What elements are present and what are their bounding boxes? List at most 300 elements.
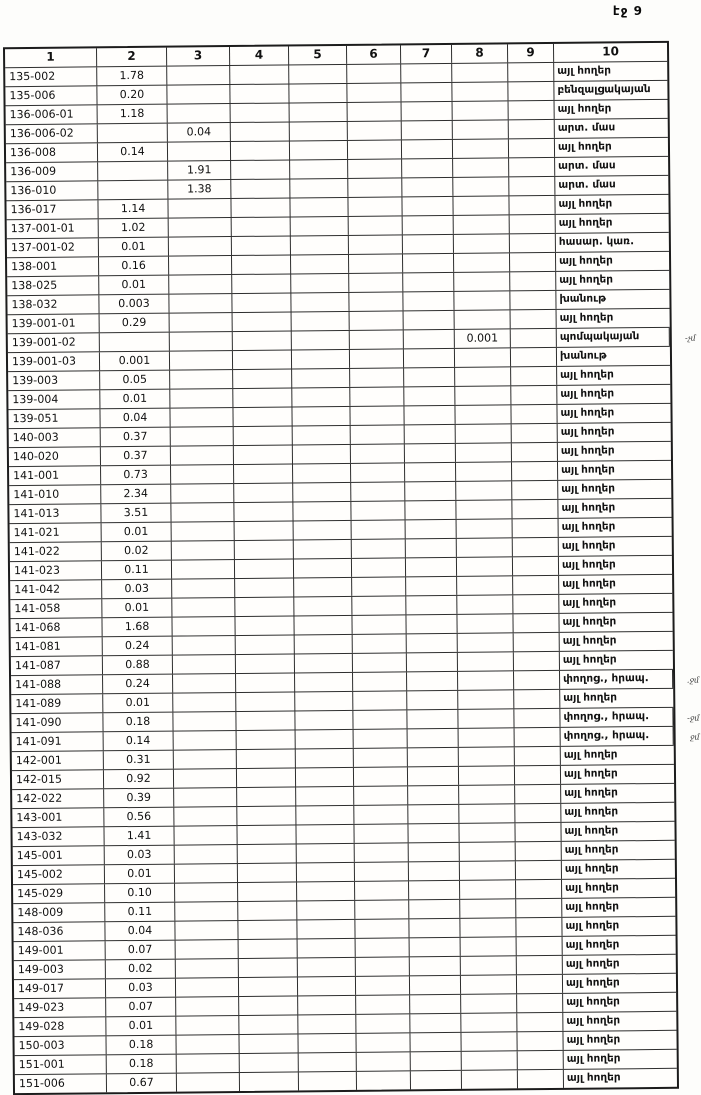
cell-area-2: 0.18 <box>106 1036 176 1055</box>
cell-area-8 <box>461 937 517 956</box>
cell-9 <box>513 576 559 594</box>
cell-land-use: այլ հողեր <box>566 1014 621 1027</box>
cell-9 <box>512 500 558 518</box>
cell-area-2: 0.003 <box>99 295 169 314</box>
handwritten-note: -չմ <box>684 333 696 343</box>
cell-land-use: այլ հողեր <box>560 425 615 438</box>
cell-6 <box>348 178 402 197</box>
cell-6 <box>354 748 408 767</box>
cell-7 <box>402 178 453 196</box>
cell-5 <box>291 255 349 274</box>
cell-area-3 <box>169 237 232 256</box>
cell-parcel-code: 150-003 <box>14 1036 106 1055</box>
cell-5 <box>294 540 352 559</box>
cell-7 <box>410 976 461 994</box>
parcel-table <box>3 41 700 1095</box>
cell-5 <box>294 616 352 635</box>
cell-5 <box>291 274 349 293</box>
cell-area-8 <box>453 196 509 215</box>
cell-area-3 <box>172 598 235 617</box>
cell-4 <box>238 844 297 863</box>
cell-land-use: խանութ <box>559 349 607 362</box>
cell-area-3 <box>175 921 238 940</box>
cell-9 <box>509 101 555 119</box>
cell-9 <box>509 177 555 195</box>
cell-area-3: 1.38 <box>168 180 231 199</box>
cell-4 <box>238 863 297 882</box>
cell-6 <box>348 102 402 121</box>
cell-area-3 <box>168 142 231 161</box>
cell-6 <box>347 83 401 102</box>
cell-land-use: այլ հողեր <box>564 862 619 875</box>
cell-area-3 <box>169 256 232 275</box>
cell-area-8 <box>455 386 511 405</box>
cell-9 <box>515 823 561 841</box>
cell-7 <box>402 121 453 139</box>
cell-4 <box>230 65 289 84</box>
cell-6 <box>356 938 410 957</box>
cell-4 <box>239 977 298 996</box>
cell-7 <box>405 463 456 481</box>
cell-area-8 <box>458 690 514 709</box>
cell-area-2: 0.24 <box>103 637 173 656</box>
cell-4 <box>232 255 291 274</box>
cell-area-3: 0.04 <box>168 123 231 142</box>
cell-area-2: 0.01 <box>99 276 169 295</box>
cell-7 <box>407 710 458 728</box>
cell-area-3 <box>172 522 235 541</box>
cell-land-use: փողոց., հրապ. <box>561 727 674 746</box>
cell-6 <box>352 615 406 634</box>
cell-7 <box>404 349 455 367</box>
cell-land-use: այլ հողեր <box>560 406 615 419</box>
cell-land-use: փողոց., հրապ. <box>560 708 673 727</box>
cell-area-2: 0.37 <box>101 447 171 466</box>
cell-5 <box>292 350 350 369</box>
cell-area-8 <box>459 766 515 785</box>
cell-6 <box>349 273 403 292</box>
cell-area-3 <box>167 66 230 85</box>
cell-4 <box>233 312 292 331</box>
cell-5 <box>293 483 351 502</box>
cell-4 <box>237 806 296 825</box>
cell-4 <box>231 160 290 179</box>
cell-area-2: 1.14 <box>98 200 168 219</box>
cell-5 <box>293 445 351 464</box>
cell-9 <box>514 633 560 651</box>
cell-5 <box>298 996 356 1015</box>
cell-9 <box>516 842 562 860</box>
cell-9 <box>509 120 555 138</box>
cell-5 <box>297 844 355 863</box>
cell-land-use: բենզալցակայան <box>557 83 651 96</box>
cell-7 <box>402 140 453 158</box>
cell-area-2: 0.88 <box>103 656 173 675</box>
cell-parcel-code: 141-023 <box>10 561 102 580</box>
cell-area-2: 3.51 <box>101 504 171 523</box>
cell-area-2 <box>98 124 168 143</box>
cell-4 <box>235 521 294 540</box>
cell-4 <box>237 730 296 749</box>
cell-9 <box>513 538 559 556</box>
cell-land-use: այլ հողեր <box>565 881 619 894</box>
cell-area-8 <box>461 994 517 1013</box>
cell-area-3 <box>171 503 234 522</box>
cell-5 <box>297 901 355 920</box>
cell-9 <box>516 880 562 898</box>
cell-4 <box>240 1072 299 1091</box>
cell-7 <box>408 824 459 842</box>
cell-5 <box>293 502 351 521</box>
cell-area-8 <box>459 785 515 804</box>
cell-area-8 <box>461 956 517 975</box>
cell-area-2: 0.11 <box>105 903 175 922</box>
cell-land-use: այլ հողեր <box>562 577 616 590</box>
cell-9 <box>513 614 559 632</box>
cell-area-8 <box>452 82 508 101</box>
cell-7 <box>403 254 454 272</box>
cell-4 <box>234 502 293 521</box>
cell-area-8 <box>457 614 513 633</box>
cell-area-2: 0.02 <box>102 542 172 561</box>
cell-6 <box>356 1014 410 1033</box>
cell-area-3 <box>174 750 237 769</box>
cell-area-8 <box>455 310 511 329</box>
cell-4 <box>239 996 298 1015</box>
cell-area-2: 0.11 <box>102 561 172 580</box>
cell-area-2: 0.02 <box>106 960 176 979</box>
column-header-9: 9 <box>508 44 554 62</box>
cell-6 <box>356 976 410 995</box>
cell-parcel-code: 145-002 <box>13 865 105 884</box>
cell-area-2: 1.02 <box>99 219 169 238</box>
cell-parcel-code: 136-006-01 <box>6 105 98 124</box>
cell-9 <box>516 861 562 879</box>
cell-area-8 <box>454 215 510 234</box>
cell-5 <box>298 958 356 977</box>
cell-4 <box>239 958 298 977</box>
cell-land-use: այլ հողեր <box>562 634 617 647</box>
cell-9 <box>513 557 559 575</box>
cell-land-use: արտ. մաս <box>557 121 616 134</box>
cell-parcel-code: 141-089 <box>11 694 103 713</box>
cell-7 <box>402 159 453 177</box>
column-header-1: 1 <box>5 48 97 67</box>
cell-4 <box>236 711 295 730</box>
cell-area-2: 0.24 <box>103 675 173 694</box>
cell-area-2: 0.56 <box>104 808 174 827</box>
cell-area-2: 0.18 <box>103 713 173 732</box>
cell-6 <box>354 729 408 748</box>
cell-area-3 <box>173 693 236 712</box>
cell-9 <box>512 462 558 480</box>
cell-9 <box>514 671 560 689</box>
cell-5 <box>292 369 350 388</box>
cell-area-2: 0.01 <box>100 390 170 409</box>
cell-5 <box>296 730 354 749</box>
cell-5 <box>291 293 349 312</box>
cell-9 <box>510 291 556 309</box>
cell-area-3: 1.91 <box>168 161 231 180</box>
cell-area-2: 0.39 <box>104 789 174 808</box>
cell-parcel-code: 140-020 <box>9 447 101 466</box>
cell-area-3 <box>169 294 232 313</box>
cell-7 <box>409 900 460 918</box>
cell-7 <box>406 596 457 614</box>
cell-area-8 <box>453 158 509 177</box>
cell-area-3 <box>171 446 234 465</box>
cell-parcel-code: 137-001-02 <box>7 238 99 257</box>
cell-9 <box>517 1032 563 1050</box>
cell-area-8 <box>460 880 516 899</box>
cell-9 <box>518 1051 564 1069</box>
cell-land-use: այլ հողեր <box>561 482 616 495</box>
cell-parcel-code: 139-001-03 <box>8 352 100 371</box>
cell-4 <box>231 103 290 122</box>
cell-area-2: 2.34 <box>101 485 171 504</box>
cell-area-2: 1.68 <box>102 618 172 637</box>
cell-5 <box>295 711 353 730</box>
cell-land-use: այլ հողեր <box>560 387 615 400</box>
cell-4 <box>235 597 294 616</box>
cell-area-2: 0.07 <box>106 998 176 1017</box>
cell-9 <box>515 728 561 746</box>
cell-7 <box>403 273 454 291</box>
cell-land-use: այլ հողեր <box>566 1033 621 1046</box>
column-header-4: 4 <box>230 46 289 65</box>
cell-parcel-code: 143-001 <box>12 808 104 827</box>
cell-6 <box>357 1052 411 1071</box>
cell-5 <box>292 331 350 350</box>
cell-4 <box>231 141 290 160</box>
cell-parcel-code: 141-010 <box>9 485 101 504</box>
cell-9 <box>513 595 559 613</box>
cell-land-use: փողոց., հրապ. <box>560 670 673 689</box>
cell-9 <box>512 424 558 442</box>
cell-land-use: այլ հողեր <box>565 919 620 932</box>
cell-area-3 <box>169 275 232 294</box>
cell-land-use: այլ հողեր <box>566 995 620 1008</box>
cell-9 <box>517 937 563 955</box>
cell-parcel-code: 149-003 <box>14 960 106 979</box>
cell-7 <box>409 862 460 880</box>
cell-6 <box>350 330 404 349</box>
cell-parcel-code: 142-015 <box>12 770 104 789</box>
cell-area-8 <box>456 443 512 462</box>
cell-4 <box>237 787 296 806</box>
cell-area-2: 0.01 <box>103 694 173 713</box>
cell-land-use: այլ հողեր <box>565 957 620 970</box>
cell-land-use: պոմպակայան <box>557 328 670 347</box>
cell-5 <box>293 464 351 483</box>
cell-area-3 <box>173 636 236 655</box>
cell-area-2: 0.01 <box>102 523 172 542</box>
cell-6 <box>349 292 403 311</box>
cell-area-3 <box>171 427 234 446</box>
cell-area-3 <box>175 864 238 883</box>
cell-parcel-code: 148-036 <box>13 922 105 941</box>
cell-9 <box>511 348 557 366</box>
cell-4 <box>233 331 292 350</box>
cell-parcel-code: 141-042 <box>10 580 102 599</box>
column-header-7: 7 <box>401 45 452 63</box>
cell-6 <box>350 406 404 425</box>
cell-4 <box>234 426 293 445</box>
cell-area-8 <box>454 234 510 253</box>
cell-4 <box>236 635 295 654</box>
cell-6 <box>353 634 407 653</box>
cell-area-3 <box>172 617 235 636</box>
cell-6 <box>354 824 408 843</box>
cell-parcel-code: 139-001-02 <box>8 333 100 352</box>
cell-4 <box>231 122 290 141</box>
cell-area-3 <box>176 1016 239 1035</box>
cell-6 <box>353 710 407 729</box>
cell-7 <box>410 995 461 1013</box>
cell-area-8 <box>457 576 513 595</box>
cell-area-2: 0.92 <box>104 770 174 789</box>
cell-area-2: 0.37 <box>101 428 171 447</box>
cell-land-use: այլ հողեր <box>559 254 613 267</box>
cell-area-8 <box>453 101 509 120</box>
cell-area-2: 0.67 <box>107 1074 177 1093</box>
cell-area-3 <box>170 313 233 332</box>
cell-area-2: 0.14 <box>104 732 174 751</box>
cell-5 <box>296 768 354 787</box>
cell-7 <box>410 957 461 975</box>
cell-7 <box>401 64 452 82</box>
cell-area-8 <box>461 1013 517 1032</box>
cell-parcel-code: 151-001 <box>15 1055 107 1074</box>
cell-area-8 <box>461 975 517 994</box>
cell-area-3 <box>171 484 234 503</box>
cell-area-2: 0.73 <box>101 466 171 485</box>
cell-4 <box>236 673 295 692</box>
cell-5 <box>295 635 353 654</box>
cell-parcel-code: 149-001 <box>14 941 106 960</box>
cell-9 <box>509 158 555 176</box>
cell-parcel-code: 141-081 <box>11 637 103 656</box>
cell-area-8 <box>453 139 509 158</box>
cell-6 <box>355 843 409 862</box>
cell-land-use: այլ հողեր <box>557 140 612 153</box>
cell-7 <box>407 634 458 652</box>
cell-parcel-code: 139-004 <box>8 390 100 409</box>
cell-land-use: այլ հողեր <box>565 938 620 951</box>
cell-6 <box>350 387 404 406</box>
cell-6 <box>348 159 402 178</box>
cell-7 <box>405 425 456 443</box>
cell-5 <box>296 806 354 825</box>
cell-4 <box>233 369 292 388</box>
cell-area-2: 0.18 <box>107 1055 177 1074</box>
cell-5 <box>299 1072 357 1091</box>
cell-area-3 <box>170 389 233 408</box>
cell-9 <box>515 804 561 822</box>
cell-4 <box>232 293 291 312</box>
cell-area-3 <box>173 655 236 674</box>
cell-9 <box>516 899 562 917</box>
handwritten-note: -ջմ <box>687 713 700 723</box>
cell-land-use: այլ հողեր <box>561 558 616 571</box>
cell-parcel-code: 141-022 <box>10 542 102 561</box>
cell-4 <box>231 179 290 198</box>
cell-parcel-code: 136-006-02 <box>6 124 98 143</box>
cell-land-use: այլ հողեր <box>561 501 616 514</box>
cell-7 <box>407 672 458 690</box>
cell-6 <box>352 596 406 615</box>
cell-land-use: այլ հողեր <box>564 805 619 818</box>
cell-7 <box>404 406 455 424</box>
cell-area-3 <box>168 199 231 218</box>
cell-6 <box>351 482 405 501</box>
cell-9 <box>515 785 561 803</box>
cell-land-use: հասար. կառ. <box>558 235 635 248</box>
cell-area-2: 0.14 <box>98 143 168 162</box>
cell-area-8 <box>456 500 512 519</box>
cell-land-use: այլ հողեր <box>561 520 616 533</box>
cell-6 <box>355 862 409 881</box>
cell-parcel-code: 145-029 <box>13 884 105 903</box>
cell-area-2 <box>98 162 168 181</box>
cell-area-2: 0.04 <box>100 409 170 428</box>
cell-area-2: 0.01 <box>102 599 172 618</box>
cell-9 <box>510 234 556 252</box>
cell-9 <box>510 215 556 233</box>
cell-parcel-code: 135-002 <box>5 67 97 86</box>
cell-area-8 <box>455 405 511 424</box>
cell-area-8 <box>453 120 509 139</box>
cell-7 <box>409 881 460 899</box>
column-header-6: 6 <box>347 45 401 64</box>
cell-parcel-code: 137-001-01 <box>7 219 99 238</box>
cell-land-use: այլ հողեր <box>564 824 619 837</box>
cell-area-3 <box>174 807 237 826</box>
cell-9 <box>517 956 563 974</box>
cell-4 <box>235 578 294 597</box>
cell-4 <box>231 198 290 217</box>
cell-6 <box>353 672 407 691</box>
cell-parcel-code: 141-021 <box>10 523 102 542</box>
cell-parcel-code: 141-091 <box>12 732 104 751</box>
cell-4 <box>235 559 294 578</box>
cell-area-3 <box>170 332 233 351</box>
cell-land-use: այլ հողեր <box>559 273 614 286</box>
cell-5 <box>294 578 352 597</box>
cell-5 <box>298 1034 356 1053</box>
cell-5 <box>295 654 353 673</box>
cell-4 <box>234 445 293 464</box>
cell-5 <box>296 749 354 768</box>
cell-area-3 <box>176 978 239 997</box>
cell-area-2: 0.03 <box>106 979 176 998</box>
cell-5 <box>290 103 348 122</box>
cell-7 <box>411 1071 462 1089</box>
cell-7 <box>403 216 454 234</box>
cell-9 <box>510 253 556 271</box>
cell-9 <box>510 272 556 290</box>
cell-parcel-code: 148-009 <box>13 903 105 922</box>
cell-7 <box>402 197 453 215</box>
page-number: էջ 9 <box>612 4 643 18</box>
cell-7 <box>403 292 454 310</box>
cell-parcel-code: 142-001 <box>12 751 104 770</box>
cell-9 <box>516 918 562 936</box>
cell-parcel-code: 149-023 <box>14 998 106 1017</box>
cell-4 <box>235 616 294 635</box>
cell-area-3 <box>172 541 235 560</box>
cell-land-use: այլ հողեր <box>561 463 615 476</box>
